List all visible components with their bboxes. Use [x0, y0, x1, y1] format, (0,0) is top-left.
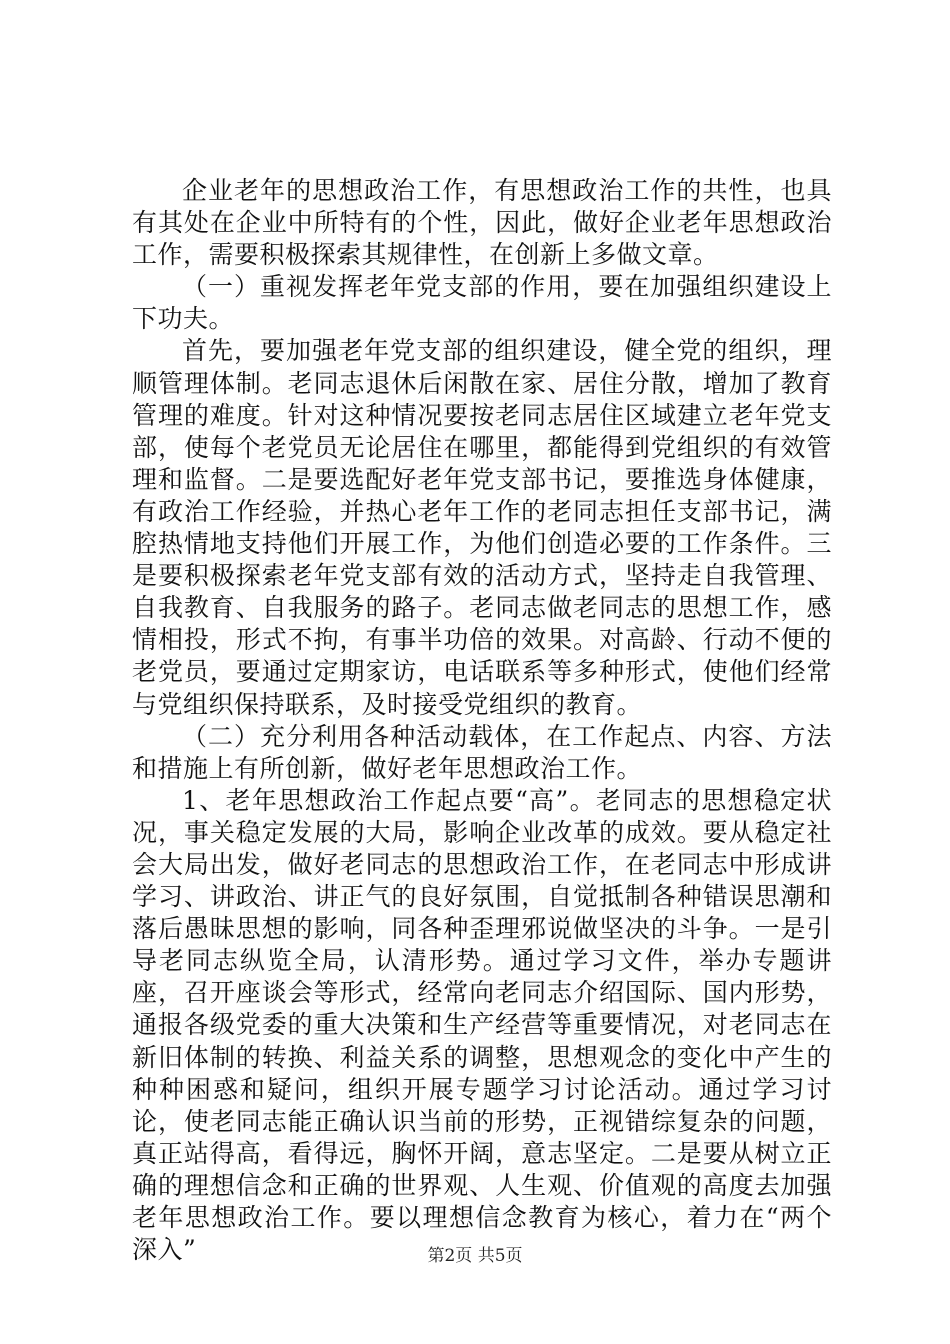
body-text — [132, 175, 832, 1266]
paragraph-starting-point: 1、老年思想政治工作起点要“高”。老同志的思想稳定状况，事关稳定发展的大局，影响企业改革的成效。要从稳定社会大局出发，做好老同志的思想政治工作，在老同志中形成讲学习、讲政治、讲正气的良好氛围，自觉抵制各种错误思潮和落后愚昧思想的影响，同各种歪理邪说做坚决的斗争。一是引导老同志纵览全局，认清形势。通过学习文件，举办专题讲座，召开座谈会等形式，经常向老同志介绍国际、国内形势，通报各级党委的重大决策和生产经营等重要情况，对老同志在新旧体制的转换、利益关系的调整，思想观念的变化中产生的种种困惑和疑问，组织开展专题学习讨论活动。通过学习讨论，使老同志能正确认识当前的形势，正视错综复杂的问题，真正站得高，看得远，胸怀开阔，意志坚定。二是要从树立正确的理想信念和正确的世界观、人生观、价值观的高度去加强老年思想政治工作。要以理想信念教育为核心，着力在“两个深入” — [132, 785, 832, 1265]
page-footer: 第2页 共5页 — [427, 1246, 523, 1266]
paragraph-party-branch: 首先，要加强老年党支部的组织建设，健全党的组织，理顺管理体制。老同志退休后闲散在家、居住分散，增加了教育管理的难度。针对这种情况要按老同志居住区域建立老年党支部，使每个老党员无论居住在哪里，都能得到党组织的有效管理和监督。二是要选配好老年党支部书记，要推选身体健康，有政治工作经验，并热心老年工作的老同志担任支部书记，满腔热情地支持他们开展工作，为他们创造必要的工作条件。三是要积极探索老年党支部有效的活动方式，坚持走自我管理、自我教育、自我服务的路子。老同志做老同志的思想工作，感情相投，形式不拘，有事半功倍的效果。对高龄、行动不便的老党员，要通过定期家访，电话联系等多种形式，使他们经常与党组织保持联系，及时接受党组织的教育。 — [132, 336, 832, 719]
section-heading-1: （一）重视发挥老年党支部的作用，要在加强组织建设上下功夫。 — [132, 272, 832, 334]
paragraph-intro: 企业老年的思想政治工作，有思想政治工作的共性，也具有其处在企业中所特有的个性，因此，做好企业老年思想政治工作，需要积极探索其规律性，在创新上多做文章。 — [132, 176, 832, 270]
section-heading-2: （二）充分利用各种活动载体，在工作起点、内容、方法和措施上有所创新，做好老年思想政治工作。 — [132, 721, 832, 783]
